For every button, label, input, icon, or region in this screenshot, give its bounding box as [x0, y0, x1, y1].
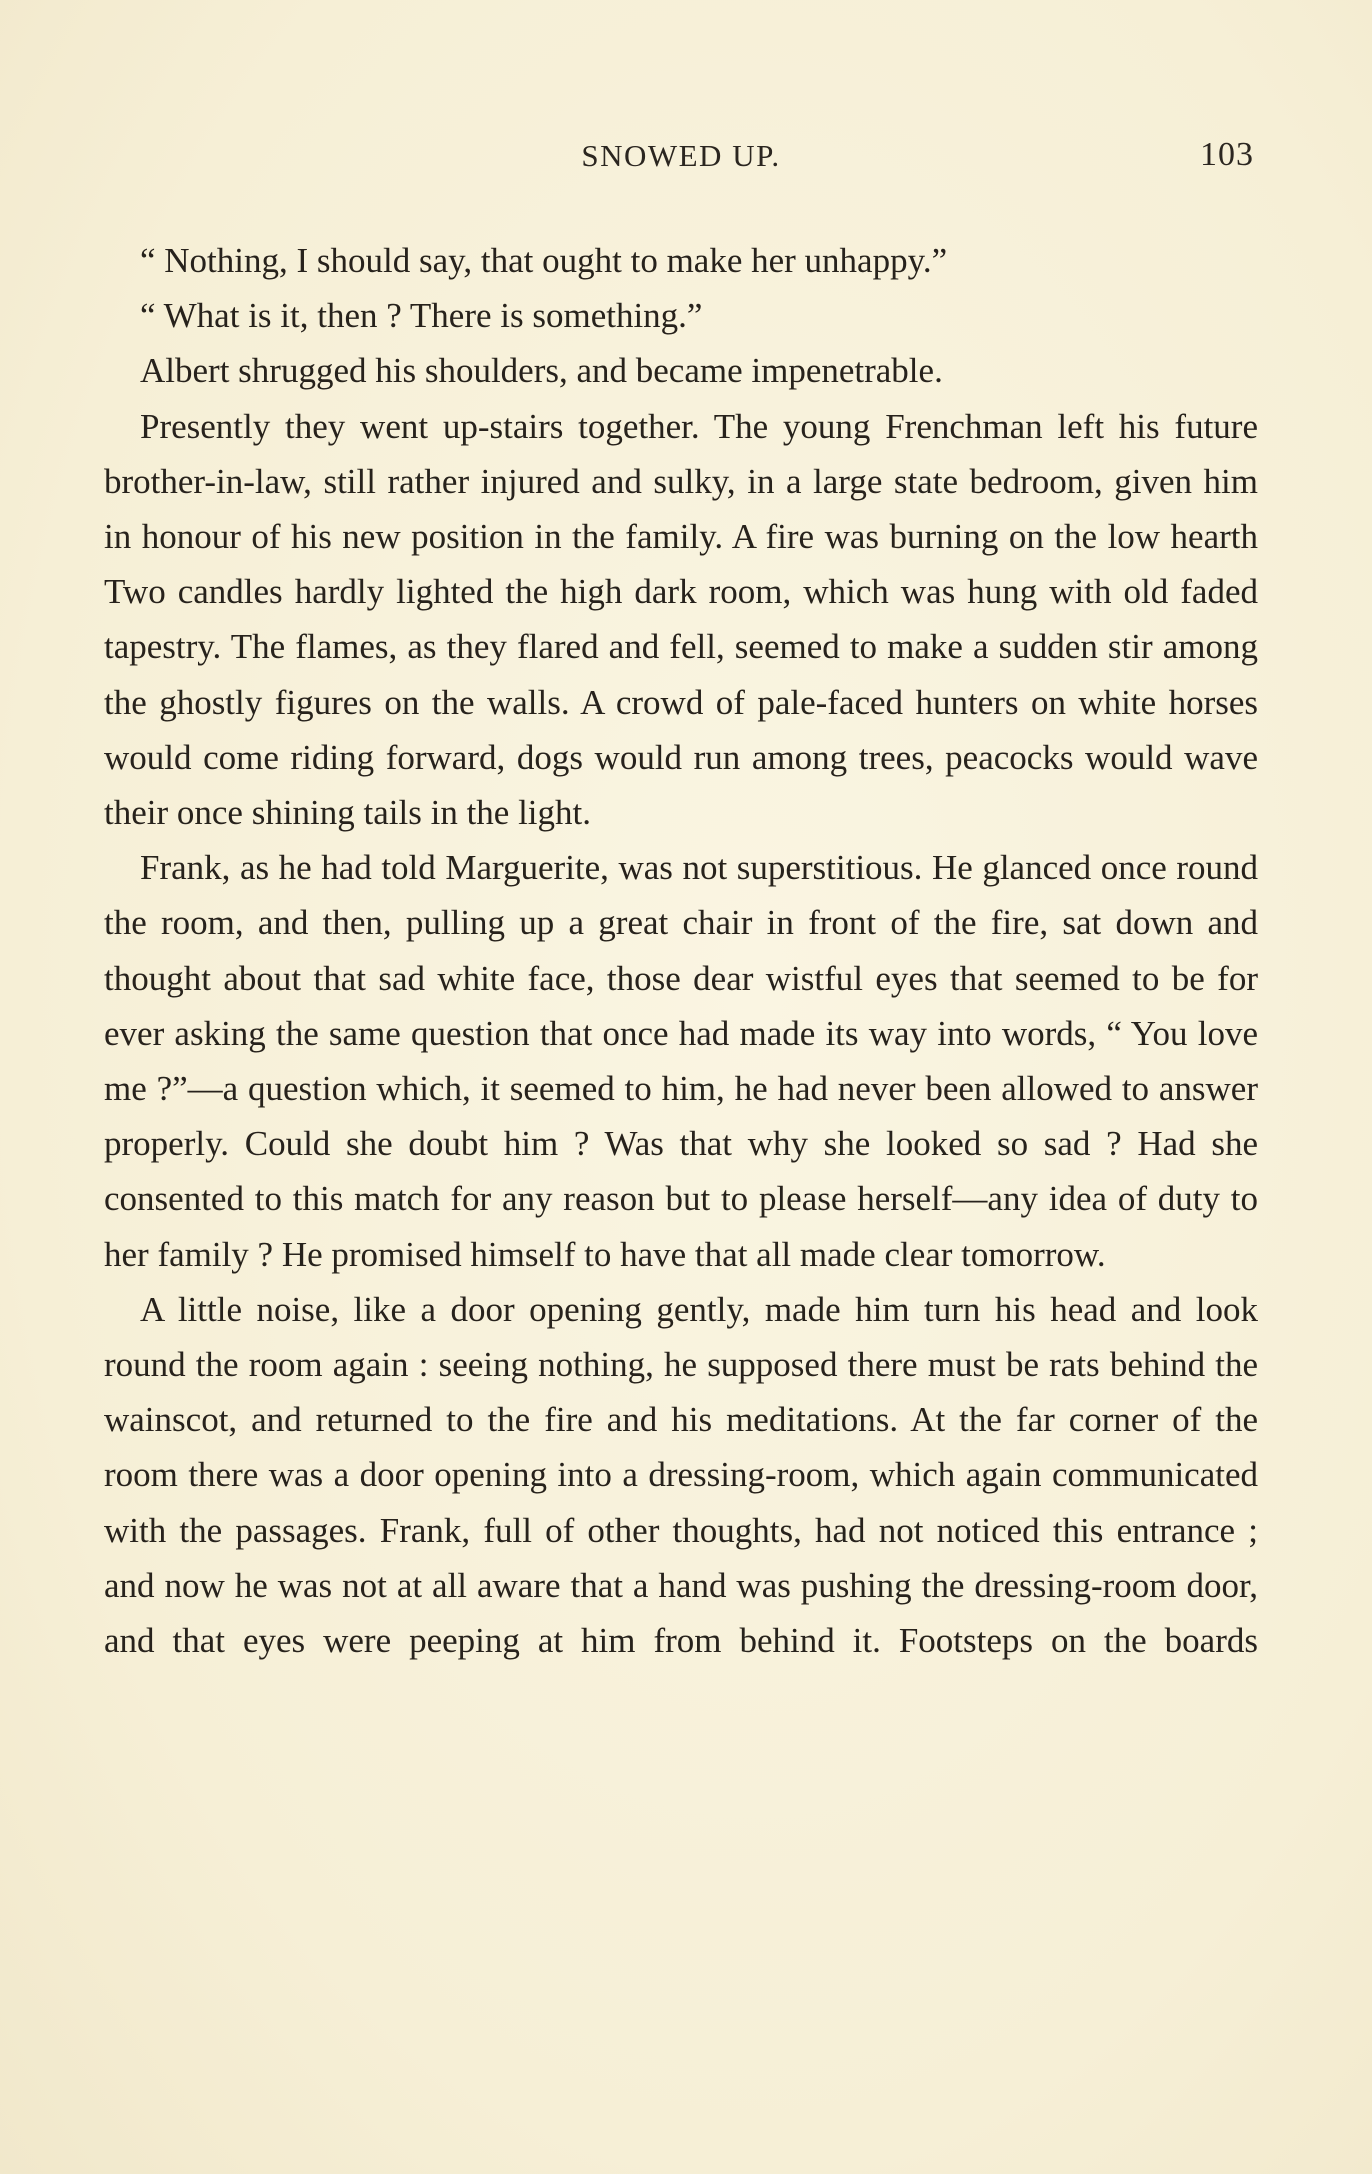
paragraph: Presently they went up-stairs together. The young Frenchman left his future brother-in-law, still rather injured and sulky, in a large state bedroom, given him in honour of his new position in the family. A fire was burning on the low hearth Two candles hardly lighted the high dark room, which was hung with old faded tapestry. The flames, as they flared and fell, seemed to make a sudden stir among the ghostly figures on the walls. A crowd of pale-faced hunters on white horses would come riding forward, dogs would run among trees, peacocks would wave their once shining tails in the light. — [104, 406, 1258, 833]
paragraph: Albert shrugged his shoulders, and became impenetrable. — [140, 351, 943, 391]
paragraph: A little noise, like a door opening gently, made him turn his head and look round the room again : seeing nothing, he supposed there must be rats behind the wainscot, and returned to the fire and his meditations. At the far corner of the room there was a door opening into a dressing-room, which again communicated with the passages. Frank, full of other thoughts, had not noticed this entrance ; and now he was not at all aware that a hand was pushing the dressing-room door, and that eyes were peeping at him from behind it. Footsteps on the boards — [104, 1289, 1258, 1661]
paragraph: “ What is it, then ? There is something.” — [140, 296, 703, 336]
paragraph: Frank, as he had told Marguerite, was not superstitious. He glanced once round the room, and then, pulling up a great chair in front of the fire, sat down and thought about that sad white face, those dear wistful eyes that seemed to be for ever asking the same question that once had made its way into words, “ You love me ?”—a question which, it seemed to him, he had never been allowed to answer properly. Could she doubt him ? Was that why she looked so sad ? Had she consented to this match for any reason but to please herself—any idea of duty to her family ? He promised himself to have that all made clear tomorrow. — [104, 848, 1258, 1274]
page-number: 103 — [1200, 136, 1254, 173]
running-head: SNOWED UP. — [581, 138, 781, 173]
body-text — [104, 233, 1258, 1668]
page-header — [104, 138, 1258, 188]
paragraph: “ Nothing, I should say, that ought to make her unhappy.” — [140, 241, 948, 280]
